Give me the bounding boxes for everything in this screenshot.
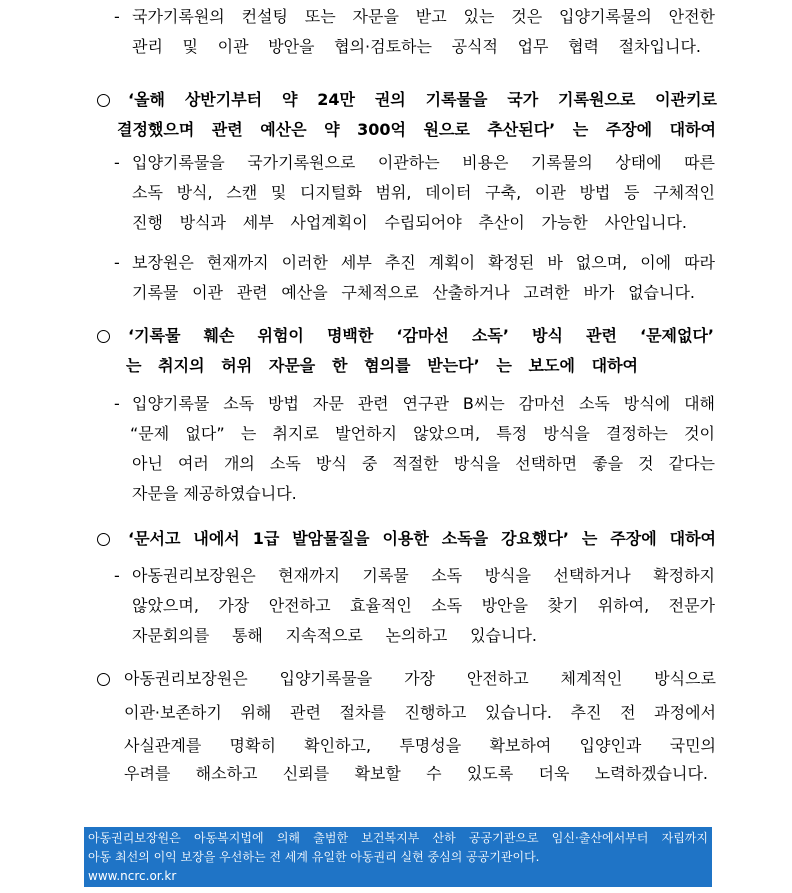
closing-line: 사실관계를 명확히 확인하고, 투명성을 확보하여 입양인과 국민의 bbox=[124, 736, 716, 755]
closing-line: 이관·보존하기 위해 관련 절차를 진행하고 있습니다. 추진 전 과정에서 bbox=[124, 703, 716, 722]
section1-bullet-line: 입양기록물을 국가기록원으로 이관하는 비용은 기록물의 상태에 따른 bbox=[132, 153, 715, 172]
section2-bullet-line: 자문을 제공하였습니다. bbox=[132, 484, 297, 503]
footer-banner bbox=[84, 827, 712, 887]
intro-bullet-line: 국가기록원의 컨설팅 또는 자문을 받고 있는 것은 입양기록물의 안전한 bbox=[132, 7, 715, 26]
section1-bullet-line: 보장원은 현재까지 이러한 세부 추진 계획이 확정된 바 없으며, 이에 따라 bbox=[132, 253, 715, 272]
section3-bullet-line: 않았으며, 가장 안전하고 효율적인 소독 방안을 찾기 위하여, 전문가 bbox=[132, 596, 715, 615]
section2-bullet-line: “문제 없다” 는 취지로 발언하지 않았으며, 특정 방식을 결정하는 것이 bbox=[130, 424, 715, 443]
section2-heading-line: ‘기록물 훼손 위험이 명백한 ‘감마선 소독’ 방식 관련 ‘문제없다’ bbox=[128, 326, 714, 345]
section1-bullet-line: 진행 방식과 세부 사업계획이 수립되어야 추산이 가능한 사안입니다. bbox=[132, 213, 687, 232]
section-circle-marker bbox=[97, 94, 110, 107]
section-circle-marker bbox=[97, 673, 110, 686]
dash-marker: - bbox=[114, 394, 120, 413]
intro-bullet-line: 관리 및 이관 방안을 협의·검토하는 공식적 업무 협력 절차입니다. bbox=[132, 37, 701, 56]
footer-url[interactable]: www.ncrc.or.kr bbox=[88, 869, 177, 883]
closing-line: 우려를 해소하고 신뢰를 확보할 수 있도록 더욱 노력하겠습니다. bbox=[124, 764, 708, 783]
dash-marker: - bbox=[114, 253, 120, 272]
dash-marker: - bbox=[114, 153, 120, 172]
section1-heading-line: 결정했으며 관련 예산은 약 300억 원으로 추산된다’ 는 주장에 대하여 bbox=[117, 120, 716, 139]
section3-heading-line: ‘문서고 내에서 1급 발암물질을 이용한 소독을 강요했다’ 는 주장에 대하여 bbox=[128, 529, 716, 548]
section3-bullet-line: 아동권리보장원은 현재까지 기록물 소독 방식을 선택하거나 확정하지 bbox=[132, 566, 715, 585]
section-circle-marker bbox=[97, 533, 110, 546]
closing-line: 아동권리보장원은 입양기록물을 가장 안전하고 체계적인 방식으로 bbox=[124, 669, 716, 688]
section1-bullet-line: 기록물 이관 관련 예산을 구체적으로 산출하거나 고려한 바가 없습니다. bbox=[132, 283, 695, 302]
footer-description-line: 아동 최선의 이익 보장을 우선하는 전 세계 유일한 아동권리 실현 중심의 공공기관이다. bbox=[88, 850, 540, 864]
dash-marker: - bbox=[114, 566, 120, 585]
section3-bullet-line: 자문회의를 통해 지속적으로 논의하고 있습니다. bbox=[132, 626, 537, 645]
section2-bullet-line: 아닌 여러 개의 소독 방식 중 적절한 방식을 선택하면 좋을 것 같다는 bbox=[132, 454, 715, 473]
section1-bullet-line: 소독 방식, 스캔 및 디지털화 범위, 데이터 구축, 이관 방법 등 구체적인 bbox=[132, 183, 715, 202]
dash-marker: - bbox=[114, 7, 120, 26]
section2-heading-line: 는 취지의 허위 자문을 한 혐의를 받는다’ 는 보도에 대하여 bbox=[126, 356, 638, 375]
section-circle-marker bbox=[97, 330, 110, 343]
section2-bullet-line: 입양기록물 소독 방법 자문 관련 연구관 B씨는 감마선 소독 방식에 대해 bbox=[132, 394, 715, 413]
section1-heading-line: ‘올해 상반기부터 약 24만 권의 기록물을 국가 기록원으로 이관키로 bbox=[128, 90, 717, 109]
footer-description-line: 아동권리보장원은 아동복지법에 의해 출범한 보건복지부 산하 공공기관으로 임신·출산에서부터 자립까지 bbox=[88, 831, 708, 845]
